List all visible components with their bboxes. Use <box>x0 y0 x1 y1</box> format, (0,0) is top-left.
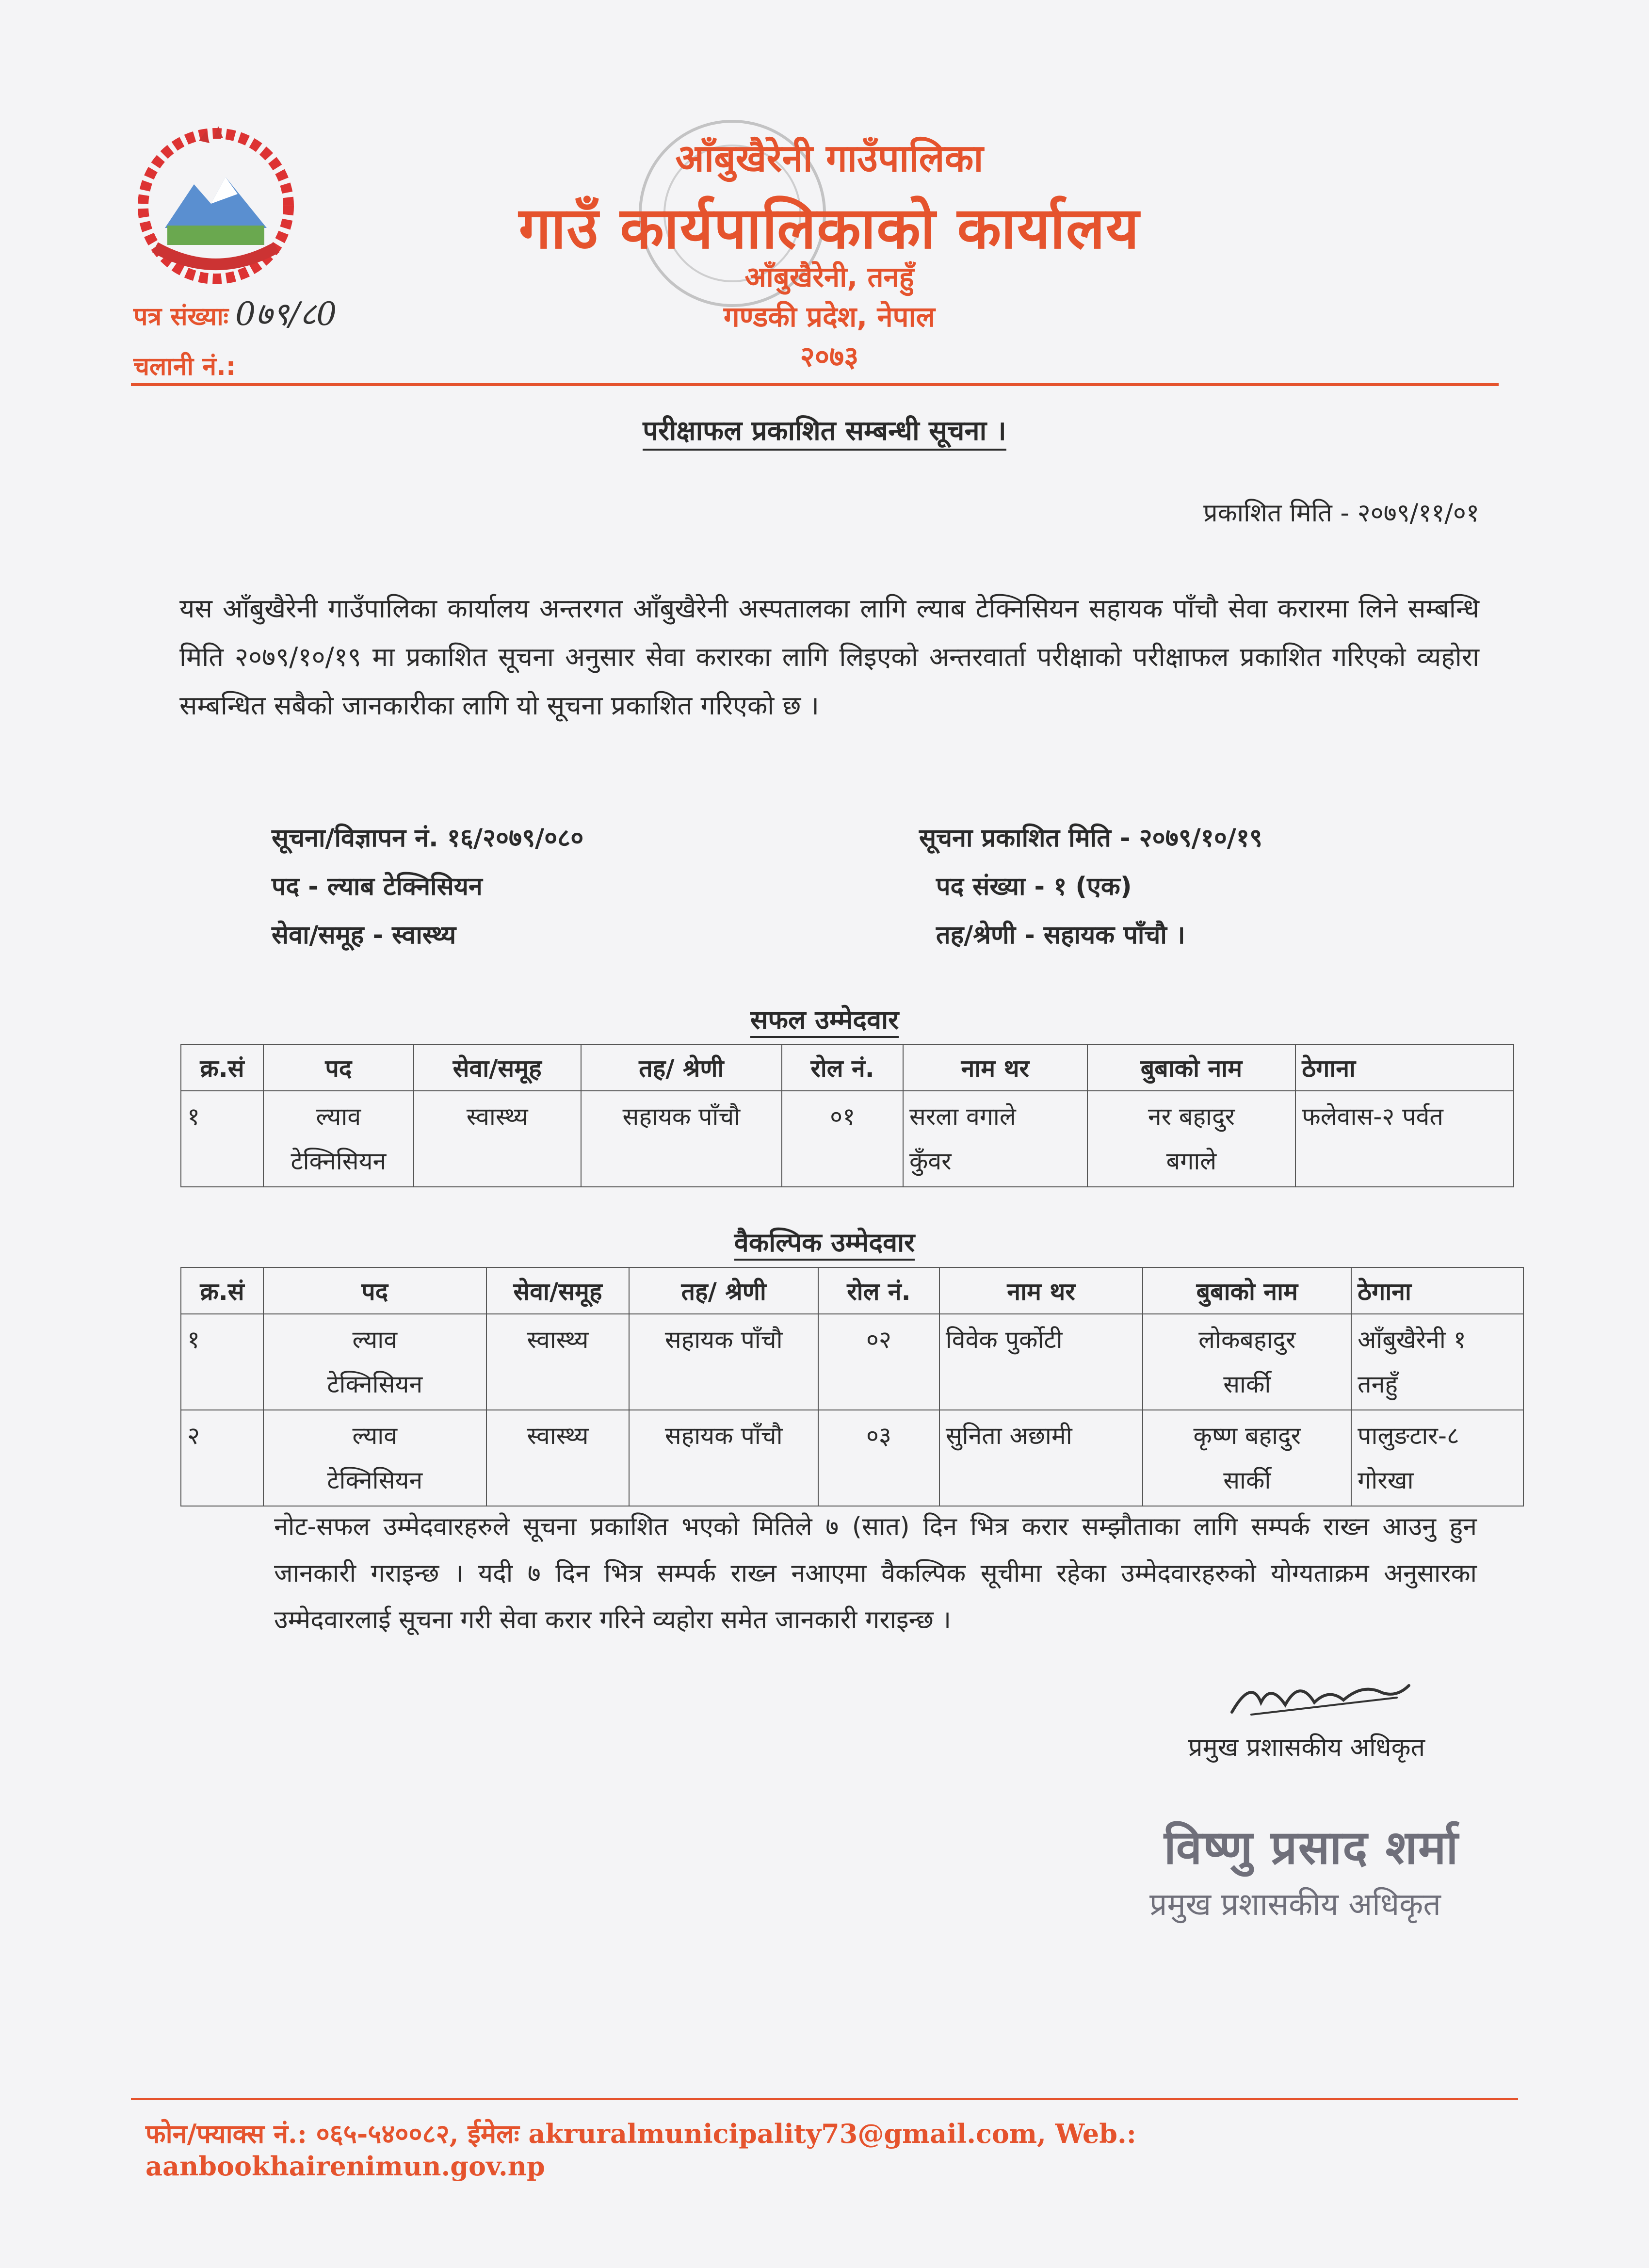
col-post: पद <box>263 1267 486 1314</box>
cell-address-line2: गोरखा <box>1358 1466 1414 1494</box>
table-row <box>181 1410 1523 1506</box>
cell-father-line2: सार्की <box>1223 1466 1271 1494</box>
officer-seal-name: विष्णु प्रसाद शर्मा <box>1164 1820 1459 1875</box>
col-level: तह/ श्रेणी <box>581 1044 782 1091</box>
cell-father-line1: लोकबहादुर <box>1198 1326 1296 1354</box>
address-line-3: २०७३ <box>800 340 859 373</box>
cell-level: सहायक पाँचौ <box>581 1091 782 1187</box>
cell-father-line1: नर बहादुर <box>1148 1102 1235 1131</box>
cell-address <box>1295 1091 1514 1187</box>
notice-date: सूचना प्रकाशित मिति - २०७९/१०/१९ <box>919 824 1262 853</box>
col-service: सेवा/समूह <box>486 1267 630 1314</box>
office-name: गाउँ कार्यपालिकाको कार्यालय <box>518 194 1140 261</box>
col-level: तह/ श्रेणी <box>629 1267 818 1314</box>
cell-service: स्वास्थ्य <box>486 1314 630 1410</box>
col-sn: क्र.सं <box>181 1044 263 1091</box>
cell-name: सुनिता अछामी <box>939 1410 1143 1506</box>
reference-number <box>133 291 337 335</box>
cell-sn: २ <box>181 1410 263 1506</box>
cell-post-line2: टेक्निसियन <box>327 1370 423 1398</box>
alternate-table <box>180 1267 1524 1507</box>
contact-footer: फोन/फ्याक्स नं.: ०६५-५४००८२, ईमेलः akruralmunicipality73@gmail.com, Web.: aanbookhairenimun.gov.np <box>146 2118 1136 2182</box>
cell-post <box>263 1091 414 1187</box>
cell-father <box>1143 1314 1351 1410</box>
cell-address-line2: तनहुँ <box>1358 1370 1398 1398</box>
dispatch-label: चलानी नं.: <box>133 352 236 381</box>
col-address: ठेगाना <box>1351 1267 1523 1314</box>
col-father: बुबाको नाम <box>1087 1044 1296 1091</box>
service-group: सेवा/समूह - स्वास्थ्य <box>272 921 456 950</box>
note-paragraph: नोट-सफल उम्मेदवारहरुले सूचना प्रकाशित भएको मितिले ७ (सात) दिन भित्र करार सम्झौताका लागि सम्पर्क राख्न आउनु हुन जानकारी गराइन्छ । यदी ७ दिन भित्र सम्पर्क राख्न नआएमा वैकल्पिक सूचीमा रहेका उम्मेदवारहरुको योग्यताक्रम अनुसारका उम्मेदवारलाई सूचना गरी सेवा करार गरिने व्यहोरा समेत जानकारी गराइन्छ । <box>274 1512 1477 1635</box>
cell-roll: ०३ <box>818 1410 939 1506</box>
reference-value: 0७९/८0 <box>235 295 337 333</box>
address-line-1: आँबुखैरेनी, तनहुँ <box>744 260 914 293</box>
post-count: पद संख्या - १ (एक) <box>936 872 1132 901</box>
cell-address-line1: फलेवास-२ पर्वत <box>1302 1102 1443 1131</box>
successful-table <box>180 1044 1514 1187</box>
col-service: सेवा/समूह <box>414 1044 581 1091</box>
municipality-name: आँबुखैरेनी गाउँपालिका <box>675 137 984 180</box>
cell-post <box>263 1314 486 1410</box>
cell-address-line1: आँबुखैरेनी १ <box>1358 1326 1466 1354</box>
cell-sn: १ <box>181 1091 263 1187</box>
cell-sn: १ <box>181 1314 263 1410</box>
cell-service: स्वास्थ्य <box>414 1091 581 1187</box>
cell-name: विवेक पुर्कोटी <box>939 1314 1143 1410</box>
cell-father-line1: कृष्ण बहादुर <box>1193 1422 1301 1450</box>
notice-number: सूचना/विज्ञापन नं. १६/२०७९/०८० <box>272 824 584 853</box>
cell-post-line1: ल्याव <box>352 1326 398 1354</box>
officer-seal-title: प्रमुख प्रशासकीय अधिकृत <box>1149 1887 1441 1923</box>
col-roll: रोल नं. <box>782 1044 903 1091</box>
body-paragraph: यस आँबुखैरेनी गाउँपालिका कार्यालय अन्तरगत आँबुखैरेनी अस्पतालका लागि ल्याब टेक्निसियन सहायक पाँचौ सेवा करारमा लिने सम्बन्धि मिति २०७९/१०/१९ मा प्रकाशित सूचना अनुसार सेवा करारका लागि लिइएको अन्तरवार्ता परीक्षाको परीक्षाफल प्रकाशित गरिएको व्यहोरा सम्बन्धित सबैको जानकारीका लागि यो सूचना प्रकाशित गरिएको छ । <box>179 593 1479 721</box>
cell-name <box>903 1091 1087 1187</box>
cell-post-line2: टेक्निसियन <box>291 1147 387 1175</box>
cell-father-line2: बगाले <box>1166 1147 1217 1175</box>
col-sn: क्र.सं <box>181 1267 263 1314</box>
post-level: तह/श्रेणी - सहायक पाँचौ । <box>936 921 1185 950</box>
table-header-row <box>181 1044 1514 1091</box>
office-address <box>694 257 965 376</box>
col-post: पद <box>263 1044 414 1091</box>
col-roll: रोल नं. <box>818 1267 939 1314</box>
col-name: नाम थर <box>939 1267 1143 1314</box>
table-row <box>181 1091 1514 1187</box>
dispatch-number <box>133 348 236 383</box>
col-name: नाम थर <box>903 1044 1087 1091</box>
post-name: पद - ल्याब टेक्निसियन <box>272 872 483 901</box>
cell-father <box>1143 1410 1351 1506</box>
cell-name-line1: सरला वगाले <box>909 1102 1016 1131</box>
cell-name-line2: कुँवर <box>909 1147 952 1175</box>
signatory-title: प्रमुख प्रशासकीय अधिकृत <box>1188 1733 1425 1762</box>
col-address: ठेगाना <box>1295 1044 1514 1091</box>
cell-roll: ०२ <box>818 1314 939 1410</box>
cell-post-line1: ल्याव <box>316 1102 361 1131</box>
cell-father <box>1087 1091 1296 1187</box>
published-date: प्रकाशित मिति - २०७९/११/०१ <box>1203 499 1479 528</box>
header-divider <box>131 383 1499 386</box>
nepal-emblem-icon <box>121 126 310 286</box>
notice-title <box>0 411 1649 448</box>
reference-label: पत्र संख्याः <box>133 302 229 331</box>
table-row <box>181 1314 1523 1410</box>
alternate-title-text: वैकल्पिक उम्मेदवार <box>734 1227 915 1261</box>
cell-roll: ०१ <box>782 1091 903 1187</box>
col-father: बुबाको नाम <box>1143 1267 1351 1314</box>
cell-service: स्वास्थ्य <box>486 1410 630 1506</box>
alternate-title <box>0 1223 1649 1259</box>
cell-address <box>1351 1410 1523 1506</box>
successful-title-text: सफल उम्मेदवार <box>750 1004 899 1038</box>
cell-post <box>263 1410 486 1506</box>
signature-icon <box>1222 1669 1416 1722</box>
cell-address-line1: पालुङटार-८ <box>1358 1422 1459 1450</box>
cell-address <box>1351 1314 1523 1410</box>
cell-level: सहायक पाँचौ <box>629 1314 818 1410</box>
footer-divider <box>131 2098 1518 2100</box>
cell-father-line2: सार्की <box>1223 1370 1271 1398</box>
table-header-row <box>181 1267 1523 1314</box>
cell-post-line2: टेक्निसियन <box>327 1466 423 1494</box>
cell-level: सहायक पाँचौ <box>629 1410 818 1506</box>
address-line-2: गण्डकी प्रदेश, नेपाल <box>724 300 935 333</box>
notice-title-text: परीक्षाफल प्रकाशित सम्बन्धी सूचना । <box>643 415 1006 451</box>
successful-title <box>0 1001 1649 1037</box>
cell-post-line1: ल्याव <box>352 1422 398 1450</box>
